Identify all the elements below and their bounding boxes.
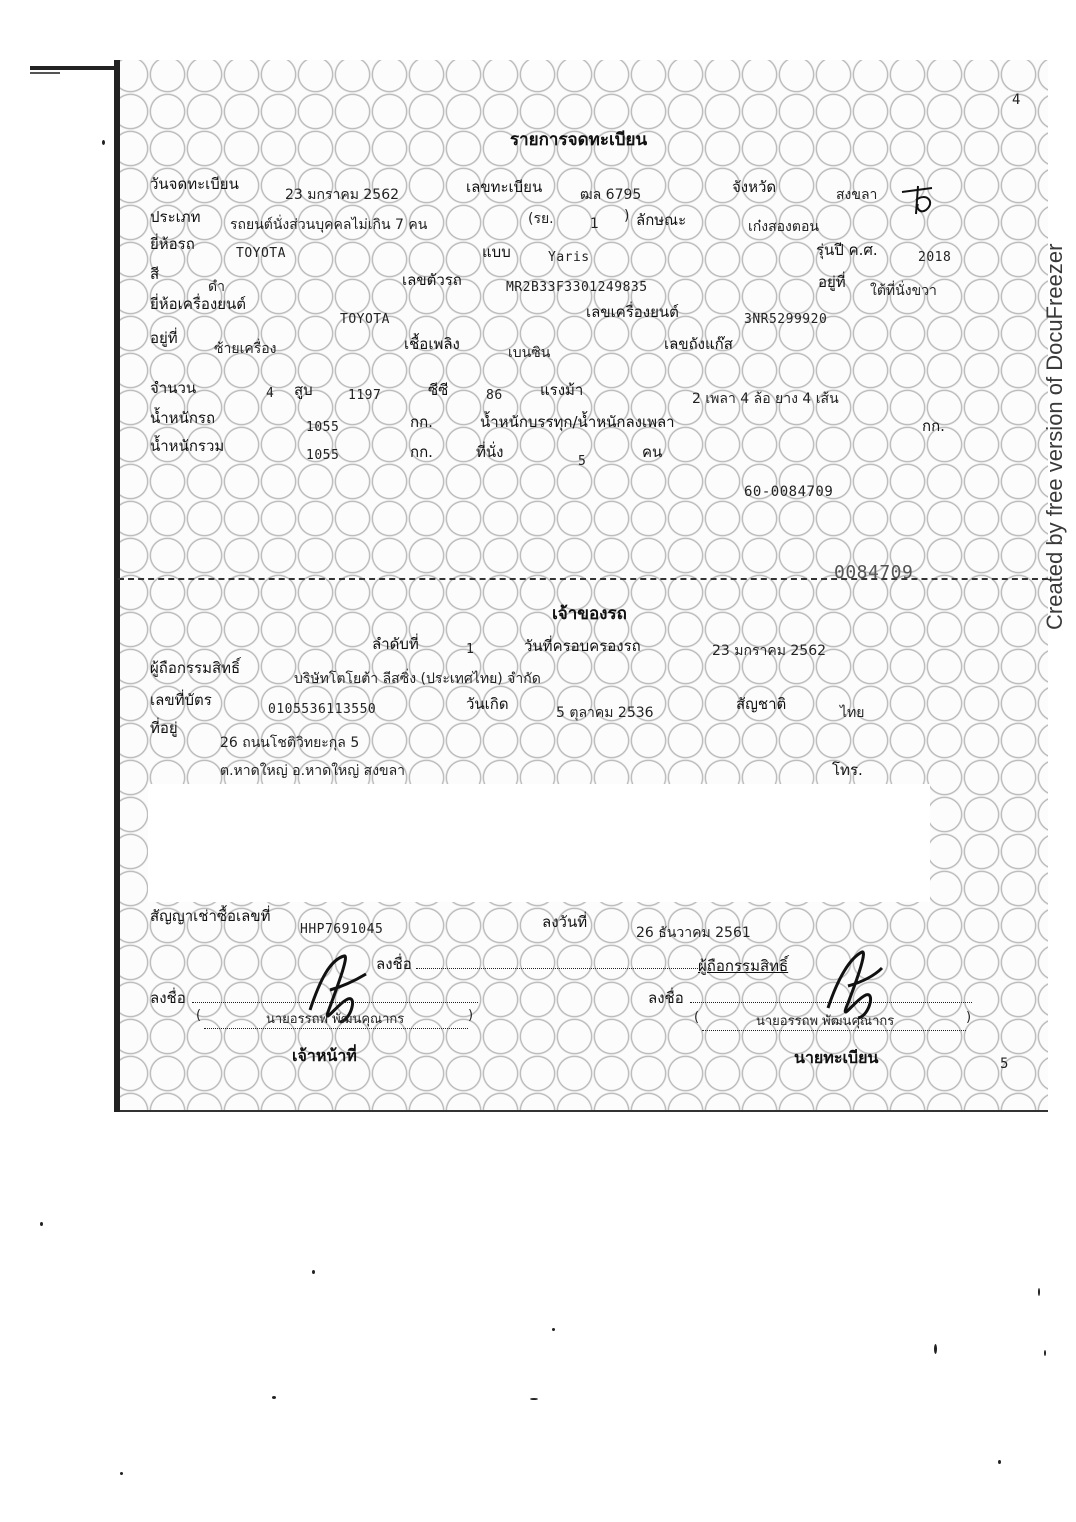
registrar-name-close: )	[966, 1010, 972, 1025]
vehicle-style: เก๋งสองตอน	[748, 219, 819, 235]
holder-name: บริษัทโตโยต้า ลีสซิ่ง (ประเทศไทย) จำกัด	[294, 671, 541, 687]
birth-label: วันเกิด	[466, 695, 509, 713]
engine-cc: 1197	[348, 388, 382, 403]
holder-sign-line	[416, 968, 702, 969]
scan-speck	[40, 1222, 43, 1226]
redacted-area	[148, 784, 930, 902]
chassis-location: ใต้ที่นั่งขวา	[870, 283, 937, 299]
engine-number: 3NR5299920	[744, 312, 828, 327]
contract-date-label: ลงวันที่	[542, 913, 588, 931]
cylinders-label: สูบ	[294, 381, 313, 399]
scan-speck	[934, 1344, 937, 1354]
engine-location-label: อยู่ที่	[150, 329, 178, 347]
fuel: เบนซิน	[508, 345, 551, 361]
page-number-bottom: 5	[1000, 1056, 1009, 1072]
scan-speck	[120, 1472, 123, 1475]
weight-kg-label: กก.	[410, 413, 433, 431]
holder-sign-label: ลงชื่อ	[376, 955, 412, 973]
contract-date: 26 ธันวาคม 2561	[636, 925, 751, 941]
form-edge	[114, 60, 120, 1112]
cc-label: ซีซี	[428, 381, 449, 399]
chassis-location-label: อยู่ที่	[818, 273, 846, 291]
officer-name-line	[204, 1028, 468, 1029]
plate-number: ฒล 6795	[580, 187, 642, 203]
registrar-sign-label: ลงชื่อ	[648, 989, 684, 1007]
chassis-number: MR2B33F3301249835	[506, 280, 648, 295]
nationality: ไทย	[840, 705, 865, 721]
province: สงขลา	[836, 187, 878, 203]
chassis-label: เลขตัวรถ	[402, 271, 462, 289]
reg-date-label: วันจดทะเบียน	[150, 175, 239, 193]
ry-value: 1	[590, 216, 599, 232]
gas-tank-label: เลขถังแก๊ส	[664, 335, 733, 353]
contract-label: สัญญาเช่าซื้อเลขที่	[150, 907, 271, 925]
margin-mark	[30, 72, 60, 74]
vehicle-weight: 1055	[306, 420, 340, 435]
possession-date: 23 มกราคม 2562	[712, 643, 827, 659]
gross-weight-label: น้ำหนักรวม	[150, 437, 225, 455]
registrar-role: นายทะเบียน	[794, 1048, 879, 1067]
engine-brand: TOYOTA	[340, 312, 390, 327]
model: Yaris	[548, 250, 590, 265]
serial-number: 60-0084709	[744, 484, 834, 500]
id-label: เลขที่บัตร	[150, 691, 212, 709]
watermark: Created by free version of DocuFreezer	[1042, 243, 1067, 630]
vehicle-type: รถยนต์นั่งส่วนบุคคลไม่เกิน 7 คน	[230, 217, 428, 233]
seats: 5	[578, 454, 587, 469]
owner-title: เจ้าของรถ	[552, 604, 627, 624]
contract-number: HHP7691045	[300, 922, 384, 937]
seats-label: ที่นั่ง	[476, 443, 504, 461]
brand: TOYOTA	[236, 246, 286, 261]
model-label: แบบ	[482, 243, 511, 261]
engine-no-label: เลขเครื่องยนต์	[586, 303, 679, 321]
scan-speck	[1038, 1288, 1040, 1296]
registrar-name: นายอรรถพ พัฒนคุณากร	[756, 1014, 895, 1029]
weight-label: น้ำหนักรถ	[150, 409, 216, 427]
officer-name-open: (	[196, 1008, 202, 1023]
load-kg-label: กก.	[922, 417, 945, 435]
stamp-number: 0084709	[834, 562, 914, 583]
style-label: ลักษณะ	[636, 211, 687, 229]
type-label: ประเภท	[150, 208, 201, 226]
cylinders: 4	[266, 386, 275, 401]
margin-mark	[30, 66, 115, 70]
officer-sign-label: ลงชื่อ	[150, 989, 186, 1007]
scan-speck	[1044, 1350, 1046, 1356]
scan-speck	[312, 1270, 315, 1274]
engine-brand-label: ยี่ห้อเครื่องยนต์	[150, 295, 247, 313]
scan-speck	[272, 1396, 276, 1399]
color-label: สี	[150, 265, 160, 283]
hp-label: แรงม้า	[540, 381, 584, 399]
gross-kg-label: กก.	[410, 443, 433, 461]
officer-name-close: )	[468, 1008, 474, 1023]
page-number-top: 4	[1012, 92, 1021, 108]
reg-date: 23 มกราคม 2562	[285, 187, 400, 203]
load-label: น้ำหนักบรรทุก/น้ำหนักลงเพลา	[480, 413, 675, 431]
nationality-label: สัญชาติ	[736, 695, 787, 713]
count-label: จำนวน	[150, 379, 197, 397]
engine-location: ซ้ายเครื่อง	[214, 341, 277, 357]
year: 2018	[918, 250, 952, 265]
order-number: 1	[466, 642, 475, 657]
registrar-name-open: (	[694, 1010, 700, 1025]
order-label: ลำดับที่	[372, 635, 419, 653]
brand-label: ยี่ห้อรถ	[150, 235, 195, 253]
scan-speck	[102, 140, 105, 145]
plate-label: เลขทะเบียน	[466, 178, 543, 196]
address-line1: 26 ถนนโชติวิทยะกุล 5	[220, 735, 360, 751]
seats-unit: คน	[642, 443, 663, 461]
possession-date-label: วันที่ครอบครองรถ	[524, 637, 641, 655]
holder-role: ผู้ถือกรรมสิทธิ์	[698, 957, 789, 975]
scan-speck	[552, 1328, 555, 1331]
address-label: ที่อยู่	[150, 719, 178, 737]
axle-description: 2 เพลา 4 ล้อ ยาง 4 เส้น	[692, 391, 839, 407]
officer-role: เจ้าหน้าที่	[292, 1046, 357, 1065]
ry-open: (รย.	[528, 211, 554, 227]
province-label: จังหวัด	[732, 178, 777, 196]
fuel-label: เชื้อเพลิง	[404, 335, 460, 353]
id-number: 0105536113550	[268, 702, 377, 717]
color: ดำ	[208, 279, 225, 295]
address-line2: ต.หาดใหญ่ อ.หาดใหญ่ สงขลา	[220, 763, 406, 779]
registrar-name-line	[702, 1030, 966, 1031]
birth-date: 5 ตุลาคม 2536	[556, 705, 654, 721]
holder-label: ผู้ถือกรรมสิทธิ์	[150, 659, 241, 677]
scan-speck	[530, 1398, 538, 1400]
ry-close: )	[624, 208, 630, 224]
registration-title: รายการจดทะเบียน	[510, 130, 648, 150]
horsepower: 86	[486, 388, 503, 403]
scan-speck	[998, 1460, 1001, 1464]
officer-name: นายอรรถพ พัฒนคุณากร	[266, 1012, 405, 1027]
year-label: รุ่นปี ค.ศ.	[816, 241, 878, 259]
gross-weight: 1055	[306, 448, 340, 463]
initial-mark	[896, 184, 940, 216]
phone-label: โทร.	[832, 761, 863, 779]
